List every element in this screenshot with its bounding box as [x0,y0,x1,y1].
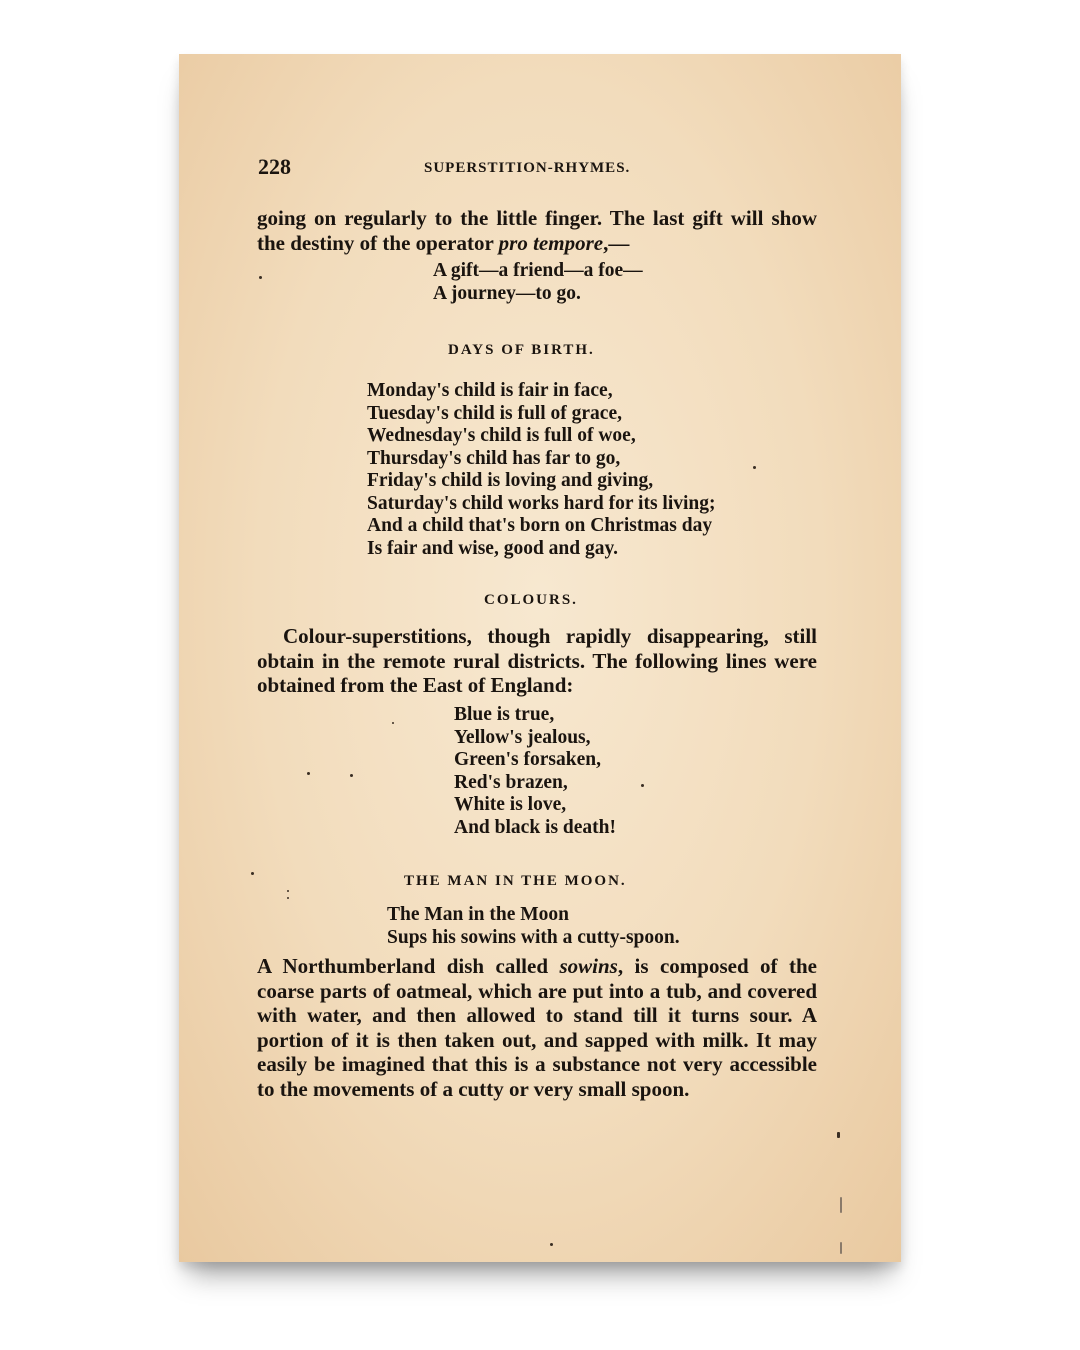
man-in-moon-verse [387,904,680,949]
ink-speck [550,1243,553,1246]
verse-line: Wednesday's child is full of woe, [367,425,636,446]
ink-speck [251,872,254,875]
verse-line: Saturday's child works hard for its living; [367,492,716,514]
verse-line: Is fair and wise, good and gay. [367,537,619,559]
ink-speck [350,774,353,777]
verse-line: Red's brazen, [454,771,568,793]
ink-speck [840,1242,842,1254]
verse-line: The Man in the Moon [387,904,570,925]
verse-line: Yellow's jealous, [454,726,591,748]
verse-line: A journey—to go. [433,282,581,304]
verse-line: A gift—a friend—a foe— [433,260,643,281]
colours-paragraph [257,624,817,698]
colours-paragraph-text: Colour-superstitions, though rapidly disappearing, still obtain in the remote rural districts. The following lines were obtained from the East of England: [257,624,817,697]
man-in-moon-text: A Northumberland dish called [257,954,560,978]
ink-speck [392,722,394,724]
heading-days-of-birth: DAYS OF BIRTH. [448,342,595,358]
verse-line: Friday's child is loving and giving, [367,470,654,491]
verse-line: White is love, [454,794,567,815]
verse-line: Sups his sowins with a cutty-spoon. [387,926,680,948]
ink-speck [840,1197,842,1213]
ink-speck [259,276,262,279]
verse-line: And black is death! [454,816,616,838]
page-number: 228 [258,154,291,179]
verse-line: Monday's child is fair in face, [367,380,613,401]
ink-speck [307,772,310,775]
verse-line: Thursday's child has far to go, [367,447,621,469]
intro-text: going on regularly to the little finger. The last gift will show the destiny of the operator [257,206,817,255]
intro-text-end: ,— [603,230,630,255]
gift-rhyme [433,260,643,305]
days-of-birth-verse [367,380,716,560]
ink-speck [287,890,289,892]
intro-italic: pro tempore [498,230,604,255]
verse-line: Blue is true, [454,704,555,725]
heading-man-in-the-moon: THE MAN IN THE MOON. [404,873,627,889]
man-in-moon-text-end: , is composed of the coarse parts of oatmeal, which are put into a tub, and covered with water, and then allowed to stand till it turns sour. A portion of it is then taken out, and sapped with milk. It may easily be imagined that this is a substance not very accessible to the movements of a cutty or very small spoon. [257,954,817,1101]
ink-speck [753,466,756,469]
man-in-moon-italic: sowins [559,954,618,978]
book-page [179,54,901,1262]
verse-line: Green's forsaken, [454,749,601,770]
ink-speck [641,784,644,787]
running-head: SUPERSTITION-RHYMES. [424,160,631,176]
heading-colours: COLOURS. [484,592,578,608]
ink-speck [287,897,289,899]
verse-line: And a child that's born on Christmas day [367,515,713,536]
verse-line: Tuesday's child is full of grace, [367,402,622,424]
man-in-moon-paragraph [257,954,817,1101]
ink-speck [837,1132,840,1138]
intro-paragraph [257,206,817,255]
colours-verse [454,704,616,839]
